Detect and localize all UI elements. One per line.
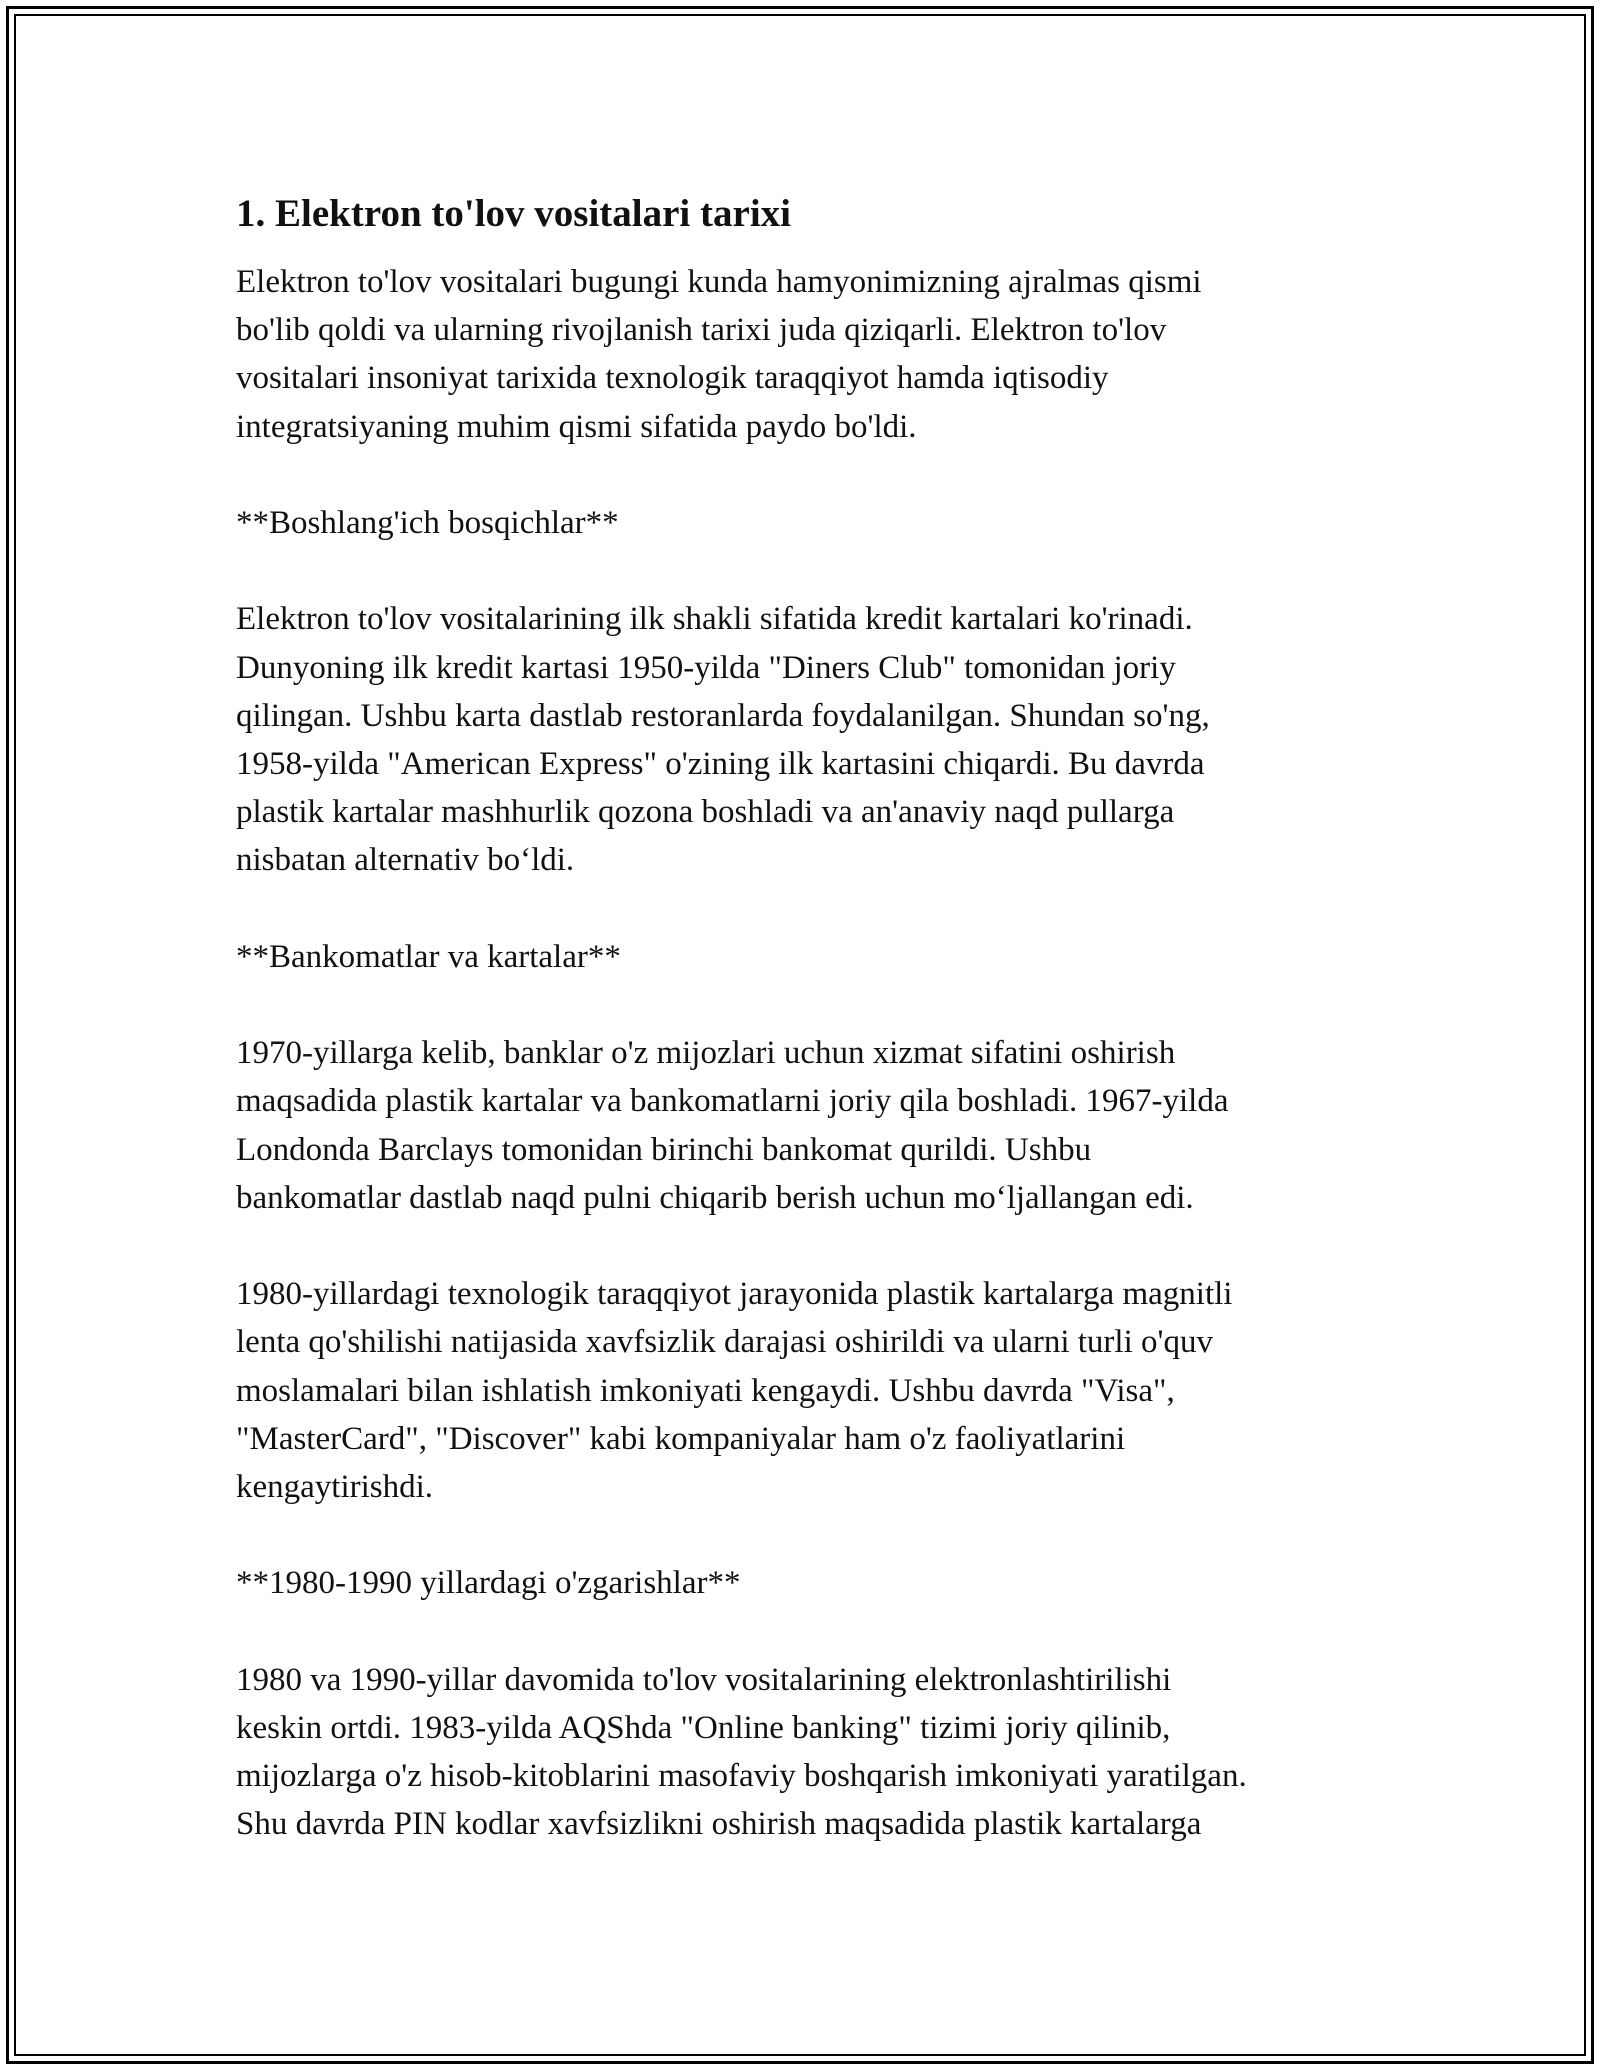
- document-body: [236, 188, 1386, 1897]
- paragraph-intro: Elektron to'lov vositalari bugungi kunda hamyonimizning ajralmas qismi bo'lib qoldi va ularning rivojlanish tarixi juda qiziqarli. Elektron to'lov vositalari insoniyat tarixida texnologik taraqqiyot hamda iqtisodiy integratsiyaning muhim qismi sifatida paydo bo'ldi.: [236, 264, 1202, 445]
- section-heading-initial-stages: **Boshlang'ich bosqichlar**: [236, 505, 619, 541]
- paragraph-online-banking: 1980 va 1990-yillar davomida to'lov vositalarining elektronlashtirilishi keskin ortdi. 1983-yilda AQShda "Online banking" tizimi joriy qilinib, mijozlarga o'z hisob-kitoblarini masofaviy boshqarish imkoniyati yaratilgan. Shu davrda PIN kodlar xavfsizlikni oshirish maqsadida plastik kartalarga: [236, 1661, 1247, 1843]
- section-heading-atms-and-cards: **Bankomatlar va kartalar**: [236, 938, 621, 975]
- paragraph-credit-cards: Elektron to'lov vositalarining ilk shakli sifatida kredit kartalari ko'rinadi. Dunyoning ilk kredit kartasi 1950-yilda "Diners Club" tomonidan joriy qilingan. Ushbu karta dastlab restoranlarda foydalanilgan. Shundan so'ng, 1958-yilda "American Express" o'zining ilk kartasini chiqardi. Bu davrda plastik kartalar mashhurlik qozona boshladi va an'anaviy naqd pullarga nisbatan alternativ bo‘ldi.: [236, 601, 1210, 879]
- section-heading-1980-1990-changes: **1980-1990 yillardagi o'zgarishlar**: [236, 1565, 741, 1602]
- document-title: 1. Elektron to'lov vositalari tarixi: [236, 192, 791, 235]
- paragraph-magnetic-stripe: 1980-yillardagi texnologik taraqqiyot jarayonida plastik kartalarga magnitli lenta qo'shilishi natijasida xavfsizlik darajasi oshirildi va ularni turli o'quv moslamalari bilan ishlatish imkoniyati kengaydi. Ushbu davrda "Visa", "MasterCard", "Discover" kabi kompaniyalar ham o'z faoliyatlarini kengaytirishdi.: [236, 1276, 1233, 1505]
- paragraph-atms: 1970-yillarga kelib, banklar o'z mijozlari uchun xizmat sifatini oshirish maqsadida plastik kartalar va bankomatlarni joriy qila boshladi. 1967-yilda Londonda Barclays tomonidan birinchi bankomat qurildi. Ushbu bankomatlar dastlab naqd pulni chiqarib berish uchun mo‘ljallangan edi.: [236, 1035, 1229, 1216]
